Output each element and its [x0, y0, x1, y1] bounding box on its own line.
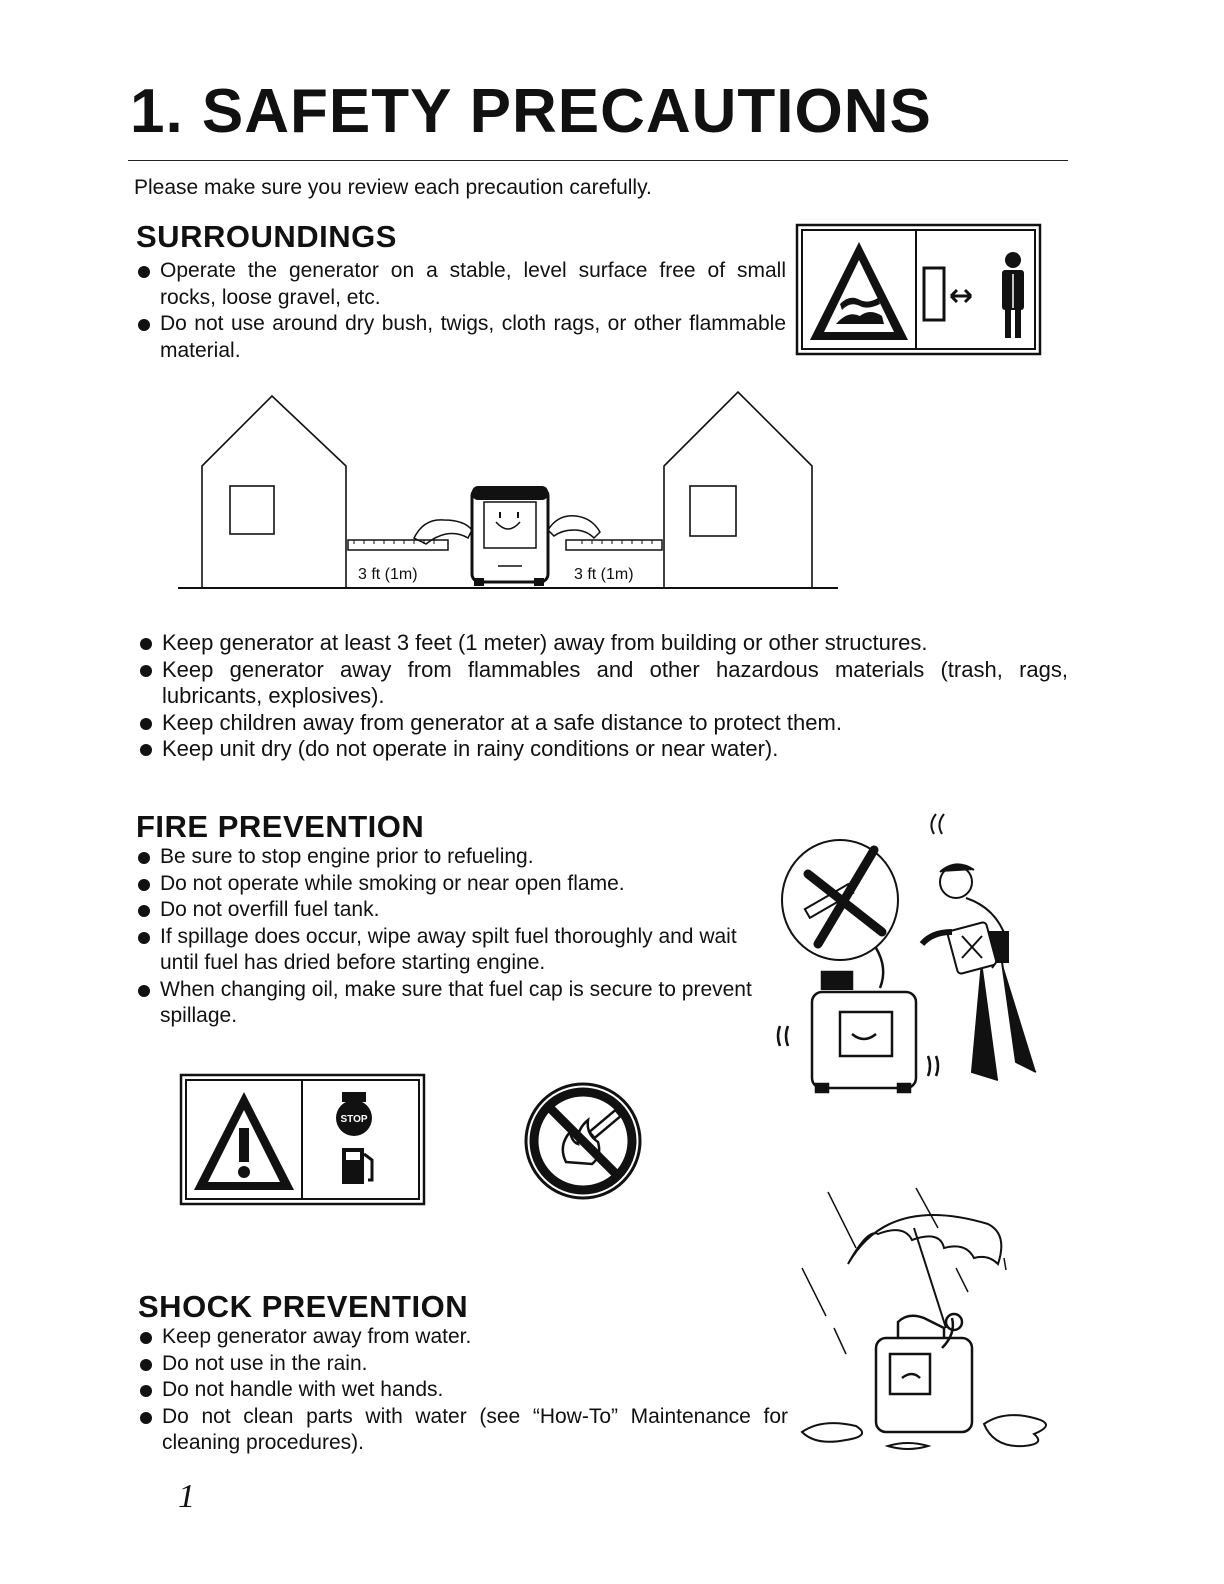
window-icon — [690, 486, 736, 536]
no-open-flame-icon — [522, 1080, 644, 1202]
list-item: Do not use in the rain. — [138, 1351, 788, 1378]
left-distance-label: 3 ft (1m) — [358, 566, 418, 583]
fire-prevention-heading: FIRE PREVENTION — [136, 809, 425, 844]
stop-label: STOP — [340, 1114, 368, 1125]
fire-prevention-list — [136, 844, 786, 1030]
list-item: Do not operate while smoking or near open flame. — [136, 871, 786, 898]
fuel-pump-icon — [342, 1148, 372, 1184]
distance-arrow-icon — [951, 290, 971, 302]
list-item: Do not overfill fuel tank. — [136, 897, 786, 924]
wall-icon — [924, 268, 944, 320]
list-item: Do not use around dry bush, twigs, cloth rags, or other flammable material. — [136, 311, 786, 364]
list-item: Keep generator at least 3 feet (1 meter) away from building or other structures. — [138, 630, 1068, 657]
surroundings-list — [136, 258, 786, 364]
umbrella-icon — [848, 1215, 1001, 1328]
shock-prevention-heading: SHOCK PREVENTION — [138, 1289, 469, 1324]
list-item: Operate the generator on a stable, level surface free of small rocks, loose gravel, etc. — [136, 258, 786, 311]
list-item: Do not handle with wet hands. — [138, 1377, 788, 1404]
warning-triangle-icon — [810, 242, 908, 340]
right-measuring-tape — [548, 516, 662, 550]
generator-icon — [876, 1314, 972, 1432]
no-smoking-refuel-illustration — [770, 812, 1060, 1102]
surroundings-heading: SURROUNDINGS — [136, 219, 397, 254]
right-house — [664, 392, 812, 588]
clearance-diagram — [178, 388, 838, 594]
stop-engine-icon — [336, 1092, 372, 1136]
warning-triangle-icon — [194, 1092, 294, 1190]
surroundings-section — [136, 220, 786, 364]
left-house — [202, 396, 346, 588]
list-item: Keep children away from generator at a safe distance to protect them. — [138, 710, 1068, 737]
list-item: When changing oil, make sure that fuel cap is secure to prevent spillage. — [136, 977, 786, 1030]
list-item: Do not clean parts with water (see “How-To” Maintenance for cleaning procedures). — [138, 1404, 788, 1457]
shock-prevention-section — [138, 1290, 788, 1457]
generator-icon — [778, 948, 938, 1092]
fire-prevention-section — [136, 810, 786, 1030]
list-item: Be sure to stop engine prior to refueling. — [136, 844, 786, 871]
shock-prevention-list — [138, 1324, 788, 1457]
placement-list — [138, 630, 1068, 763]
title-divider — [128, 160, 1068, 161]
right-distance-label: 3 ft (1m) — [574, 566, 634, 583]
page-title: 1. SAFETY PRECAUTIONS — [130, 77, 932, 146]
page-number: 1 — [178, 1478, 195, 1515]
man-with-fuel-can-icon — [922, 814, 1036, 1080]
no-smoking-icon — [782, 840, 898, 960]
hot-surface-warning-label — [796, 224, 1042, 356]
generator-icon — [472, 486, 548, 586]
stop-before-refuel-label — [180, 1074, 426, 1206]
intro-text: Please make sure you review each precaution carefully. — [134, 176, 652, 199]
list-item: Keep unit dry (do not operate in rainy conditions or near water). — [138, 736, 1068, 763]
rain-drops-icon — [802, 1188, 1006, 1354]
person-icon — [1002, 252, 1024, 338]
list-item: If spillage does occur, wipe away spilt fuel thoroughly and wait until fuel has dried before starting engine. — [136, 924, 786, 977]
list-item: Keep generator away from flammables and other hazardous materials (trash, rags, lubricants, explosives). — [138, 657, 1068, 710]
left-measuring-tape — [348, 520, 472, 550]
window-icon — [230, 486, 274, 534]
rain-umbrella-illustration — [798, 1188, 1064, 1468]
list-item: Keep generator away from water. — [138, 1324, 788, 1351]
